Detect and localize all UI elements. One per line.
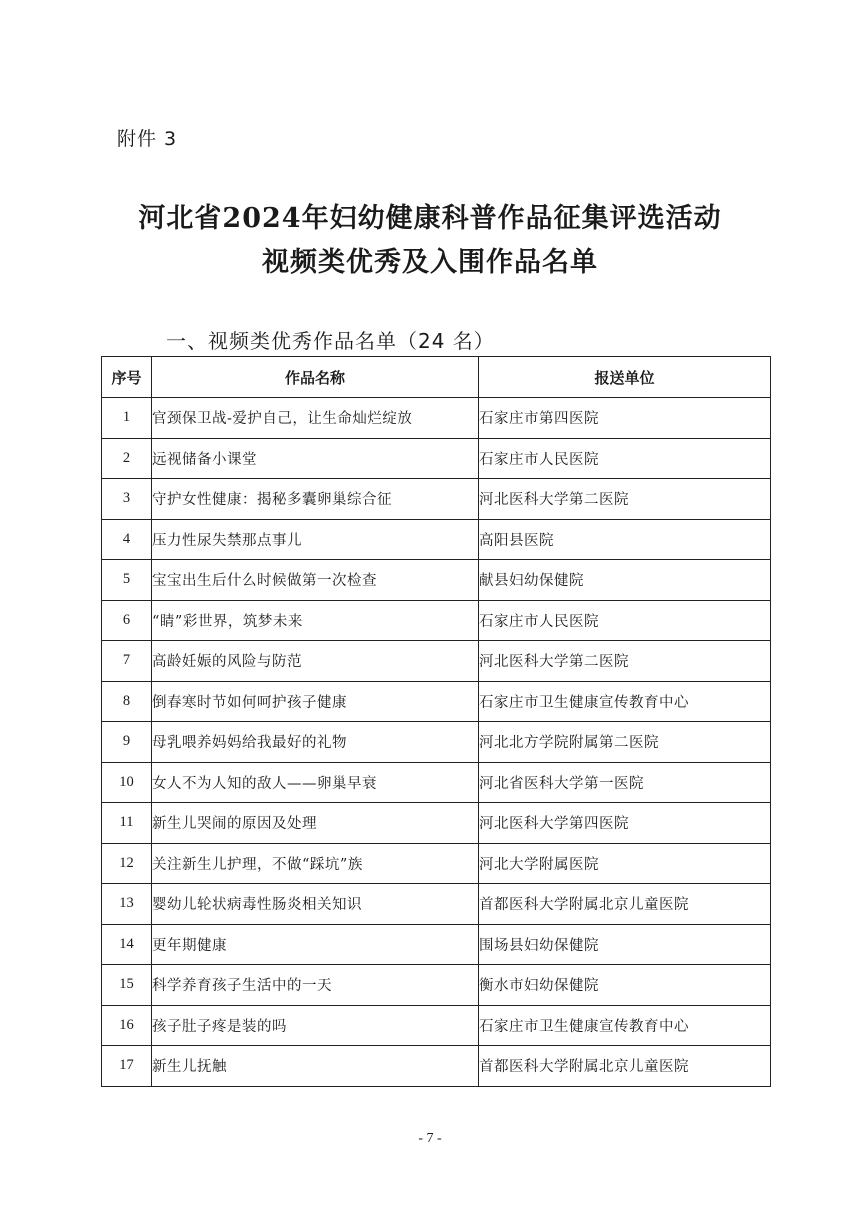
work-name-cell: 更年期健康 <box>152 924 479 965</box>
serial-number-cell: 6 <box>102 600 152 641</box>
serial-number-cell: 2 <box>102 438 152 479</box>
work-name-cell: 女人不为人知的敌人——卵巢早衰 <box>152 762 479 803</box>
header-serial-number: 序号 <box>102 357 152 398</box>
work-name-cell: 宝宝出生后什么时候做第一次检查 <box>152 560 479 601</box>
work-name-cell: 压力性尿失禁那点事儿 <box>152 519 479 560</box>
work-name-cell: 远视储备小课堂 <box>152 438 479 479</box>
submitting-unit-cell: 首都医科大学附属北京儿童医院 <box>479 884 771 925</box>
table-row <box>102 560 771 601</box>
work-name-cell: 官颈保卫战-爱护自己，让生命灿烂绽放 <box>152 398 479 439</box>
works-table <box>101 356 771 1087</box>
submitting-unit-cell: 高阳县医院 <box>479 519 771 560</box>
serial-number-cell: 4 <box>102 519 152 560</box>
work-name-cell: 守护女性健康：揭秘多囊卵巢综合征 <box>152 479 479 520</box>
header-submitting-unit: 报送单位 <box>479 357 771 398</box>
submitting-unit-cell: 石家庄市卫生健康宣传教育中心 <box>479 681 771 722</box>
serial-number-cell: 1 <box>102 398 152 439</box>
table-row <box>102 398 771 439</box>
work-name-cell: 新生儿哭闹的原因及处理 <box>152 803 479 844</box>
table-row <box>102 924 771 965</box>
serial-number-cell: 8 <box>102 681 152 722</box>
serial-number-cell: 10 <box>102 762 152 803</box>
attachment-label: 附件 3 <box>117 128 178 150</box>
table-row <box>102 519 771 560</box>
table-row <box>102 1005 771 1046</box>
work-name-cell: 倒春寒时节如何呵护孩子健康 <box>152 681 479 722</box>
submitting-unit-cell: 河北医科大学第二医院 <box>479 479 771 520</box>
work-name-cell: “睛”彩世界，筑梦未来 <box>152 600 479 641</box>
serial-number-cell: 13 <box>102 884 152 925</box>
serial-number-cell: 11 <box>102 803 152 844</box>
table-header-row <box>102 357 771 398</box>
document-title-line-2: 视频类优秀及入围作品名单 <box>262 247 598 278</box>
serial-number-cell: 15 <box>102 965 152 1006</box>
table-row <box>102 762 771 803</box>
table-row <box>102 884 771 925</box>
submitting-unit-cell: 献县妇幼保健院 <box>479 560 771 601</box>
submitting-unit-cell: 河北大学附属医院 <box>479 843 771 884</box>
work-name-cell: 关注新生儿护理，不做“踩坑”族 <box>152 843 479 884</box>
submitting-unit-cell: 石家庄市人民医院 <box>479 600 771 641</box>
work-name-cell: 孩子肚子疼是装的吗 <box>152 1005 479 1046</box>
submitting-unit-cell: 围场县妇幼保健院 <box>479 924 771 965</box>
serial-number-cell: 16 <box>102 1005 152 1046</box>
work-name-cell: 母乳喂养妈妈给我最好的礼物 <box>152 722 479 763</box>
table-row <box>102 803 771 844</box>
submitting-unit-cell: 首都医科大学附属北京儿童医院 <box>479 1046 771 1087</box>
table-row <box>102 641 771 682</box>
header-work-name: 作品名称 <box>152 357 479 398</box>
table-row <box>102 1046 771 1087</box>
submitting-unit-cell: 河北医科大学第四医院 <box>479 803 771 844</box>
page-number: - 7 - <box>418 1131 442 1146</box>
serial-number-cell: 5 <box>102 560 152 601</box>
table-row <box>102 722 771 763</box>
submitting-unit-cell: 石家庄市第四医院 <box>479 398 771 439</box>
submitting-unit-cell: 河北医科大学第二医院 <box>479 641 771 682</box>
table-row <box>102 479 771 520</box>
serial-number-cell: 12 <box>102 843 152 884</box>
serial-number-cell: 7 <box>102 641 152 682</box>
work-name-cell: 婴幼儿轮状病毒性肠炎相关知识 <box>152 884 479 925</box>
table-row <box>102 843 771 884</box>
submitting-unit-cell: 河北北方学院附属第二医院 <box>479 722 771 763</box>
submitting-unit-cell: 衡水市妇幼保健院 <box>479 965 771 1006</box>
serial-number-cell: 17 <box>102 1046 152 1087</box>
serial-number-cell: 3 <box>102 479 152 520</box>
section-heading: 一、视频类优秀作品名单（24 名） <box>166 329 495 353</box>
submitting-unit-cell: 石家庄市卫生健康宣传教育中心 <box>479 1005 771 1046</box>
work-name-cell: 新生儿抚触 <box>152 1046 479 1087</box>
work-name-cell: 科学养育孩子生活中的一天 <box>152 965 479 1006</box>
table-row <box>102 600 771 641</box>
table-row <box>102 681 771 722</box>
serial-number-cell: 9 <box>102 722 152 763</box>
submitting-unit-cell: 河北省医科大学第一医院 <box>479 762 771 803</box>
work-name-cell: 高龄妊娠的风险与防范 <box>152 641 479 682</box>
table-row <box>102 965 771 1006</box>
serial-number-cell: 14 <box>102 924 152 965</box>
table-row <box>102 438 771 479</box>
submitting-unit-cell: 石家庄市人民医院 <box>479 438 771 479</box>
document-title-line-1: 河北省2024年妇幼健康科普作品征集评选活动 <box>138 203 722 234</box>
